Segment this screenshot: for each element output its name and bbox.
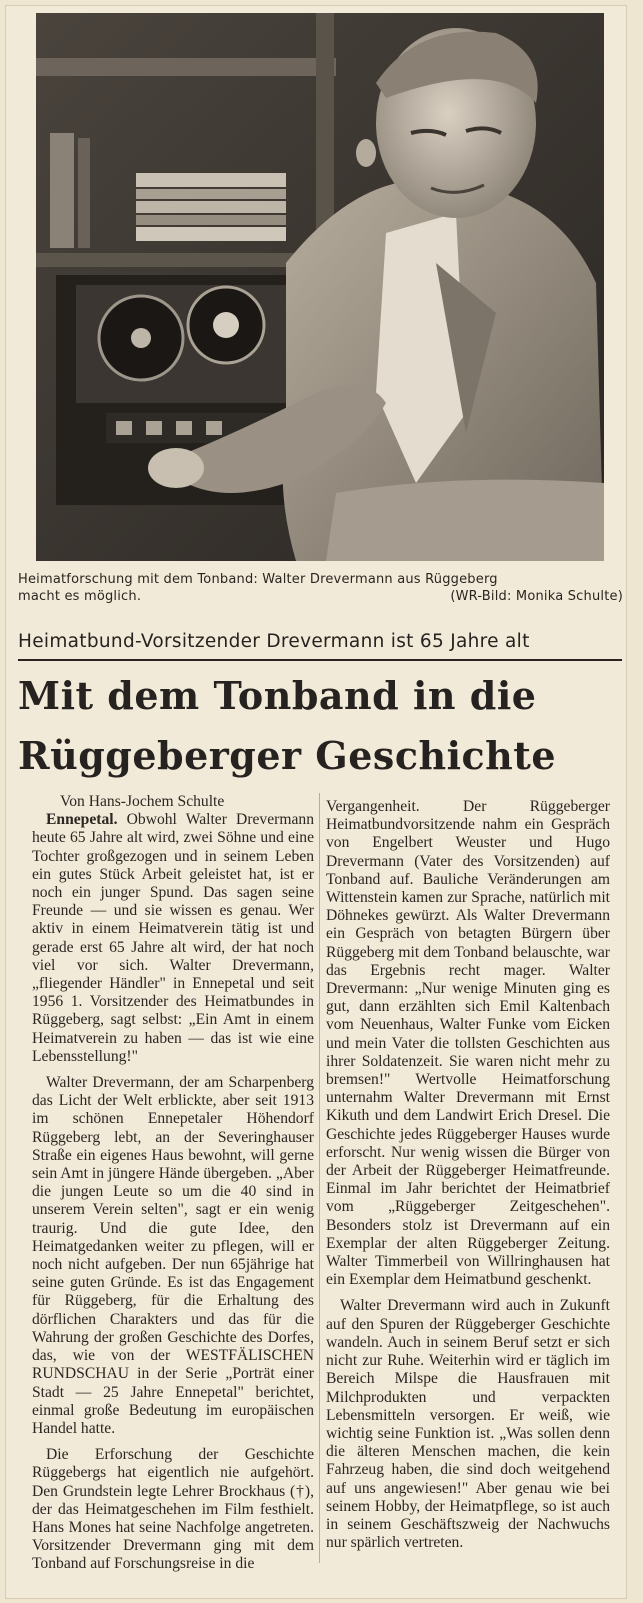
photo-credit: (WR-Bild: Monika Schulte) — [450, 589, 623, 604]
headline — [18, 666, 623, 786]
paragraph: Vergangenheit. Der Rüggeberger Heimatbundvorsitzende nahm ein Gespräch von Engelbert Weuster und Hugo Drevermann (Vater des Vorsitzenden) auf Tonband auf. Bauliche Veränderungen am Wittenstein kamen zur Sprache, natürlich mit Döhnekes gewürzt. Als Walter Drevermann ein Gespräch von betagten Bürgern über Rüggeberg mit dem Tonband belauschte, war das Ergebnis recht mager. Walter Drevermann: „Nur wenige Minuten ging es gut, dann erzählten sich Emil Kaltenbach vom Neuenhaus, Walter Funke vom Eicken und mein Vater die tollsten Geschichten aus ihrer Soldatenzeit. Sie waren nicht mehr zu bremsen!" Wertvolle Heimatforschung unternahm Walter Drevermann mit Ernst Kikuth und dem Landwirt Erich Dresel. Die Geschichte jedes Rüggeberger Hauses wurde erforscht. Nur wenig wissen die Bürger von der Arbeit der Rüggeberger Heimatfreunde. Einmal im Jahr berichtet der Heimatbrief vom „Rüggeberger Zeitgeschehen". Besonders stolz ist Drevermann auf ein Exemplar der alten Rüggeberger Zeitung. Walter Timmerbeil von Willringhausen hat ein Exemplar dem Heimatbund geschenkt. — [326, 798, 610, 1289]
paragraph: Walter Drevermann wird auch in Zukunft auf den Spuren der Rüggeberger Geschichte wandeln. Auch in seinem Beruf setzt er sich nicht zur Ruhe. Weiterhin wird er täglich im Bereich Milspe die Hausfrauen mit Milchprodukten und verpackten Lebensmitteln versorgen. Er weiß, wie wichtig seine Funktion ist. „Was sollen denn die älteren Menschen machen, die kein Fahrzeug haben, die sind doch weitgehend auf uns angewiesen!" Aber genau wie bei seinem Hobby, der Heimatpflege, so ist auch in seinem Geschäftszweig der Nachwuchs nur spärlich vertreten. — [326, 1297, 610, 1552]
paragraph: Die Erforschung der Geschichte Rüggebergs hat eigentlich nie aufgehört. Den Grundstein legte Lehrer Brockhaus (†), der das Heimatgeschehen im Film festhielt. Hans Mones hat seine Nachfolge angetreten. Vorsitzender Drevermann ging mit dem Tonband auf Forschungsreise in die — [32, 1446, 314, 1573]
paragraph — [32, 811, 314, 1066]
article-column-left — [32, 793, 314, 1574]
column-divider — [319, 793, 320, 1563]
article-photo — [36, 13, 604, 561]
dateline: Ennepetal. — [46, 811, 118, 829]
photo-caption — [18, 571, 623, 605]
photo-man-with-tape-recorder — [36, 13, 604, 561]
article-column-right — [326, 798, 610, 1552]
divider-rule — [18, 659, 622, 661]
kicker: Heimatbund-Vorsitzender Drevermann ist 65 Jahre alt — [18, 631, 530, 652]
byline: Von Hans-Jochem Schulte — [60, 793, 225, 810]
caption-line-2: macht es möglich. — [18, 589, 142, 604]
paragraph-text: Obwohl Walter Drevermann heute 65 Jahre alt wird, zwei Söhne und eine Tochter großgezogen und in seinem Leben ein gutes Stück Arbeit geleistet hat, ist er noch ein junger Spund. Das sagen seine Freunde — und sie wissen es genau. Wer aktiv in einem Heimatverein tätig ist und gerade erst 65 Jahre alt wird, der hat noch viel vor sich. Walter Drevermann, „fliegender Händler" in Ennepetal und seit 1956 1. Vorsitzender des Heimatbundes in Rüggeberg, sagt selbst: „Ein Amt in einem Heimatverein zu haben — das ist wie eine Lebensstellung!" — [32, 811, 314, 1065]
headline-line-2: Rüggeberger Geschichte — [18, 733, 557, 778]
headline-line-1: Mit dem Tonband in die — [18, 673, 537, 718]
caption-line-1: Heimatforschung mit dem Tonband: Walter Drevermann aus Rüggeberg — [18, 572, 498, 587]
paragraph: Walter Drevermann, der am Scharpenberg das Licht der Welt erblickte, aber seit 1913 im schönen Ennepetaler Höhendorf Rüggeberg lebt, an der Severinghauser Straße ein eigenes Haus bewohnt, will gerne sein Amt in jüngere Hände übergeben. „Aber die jungen Leute so um die 40 sind in unserem Verein selten", sagt er ein wenig traurig. Und die gute Idee, den Heimatgedanken weiter zu pflegen, will er noch nicht aufgeben. Der nun 65jährige hat seine guten Gründe. Es ist das Engagement für Rüggeberg, für die Erhaltung des dörflichen Charakters und das für die Wahrung der großen Geschichte des Dorfes, das, wie von der WESTFÄLISCHEN RUNDSCHAU in der Serie „Porträt einer Stadt — 25 Jahre Ennepetal" berichtet, einmal große Bedeutung im europäischen Handel hatte. — [32, 1074, 314, 1437]
